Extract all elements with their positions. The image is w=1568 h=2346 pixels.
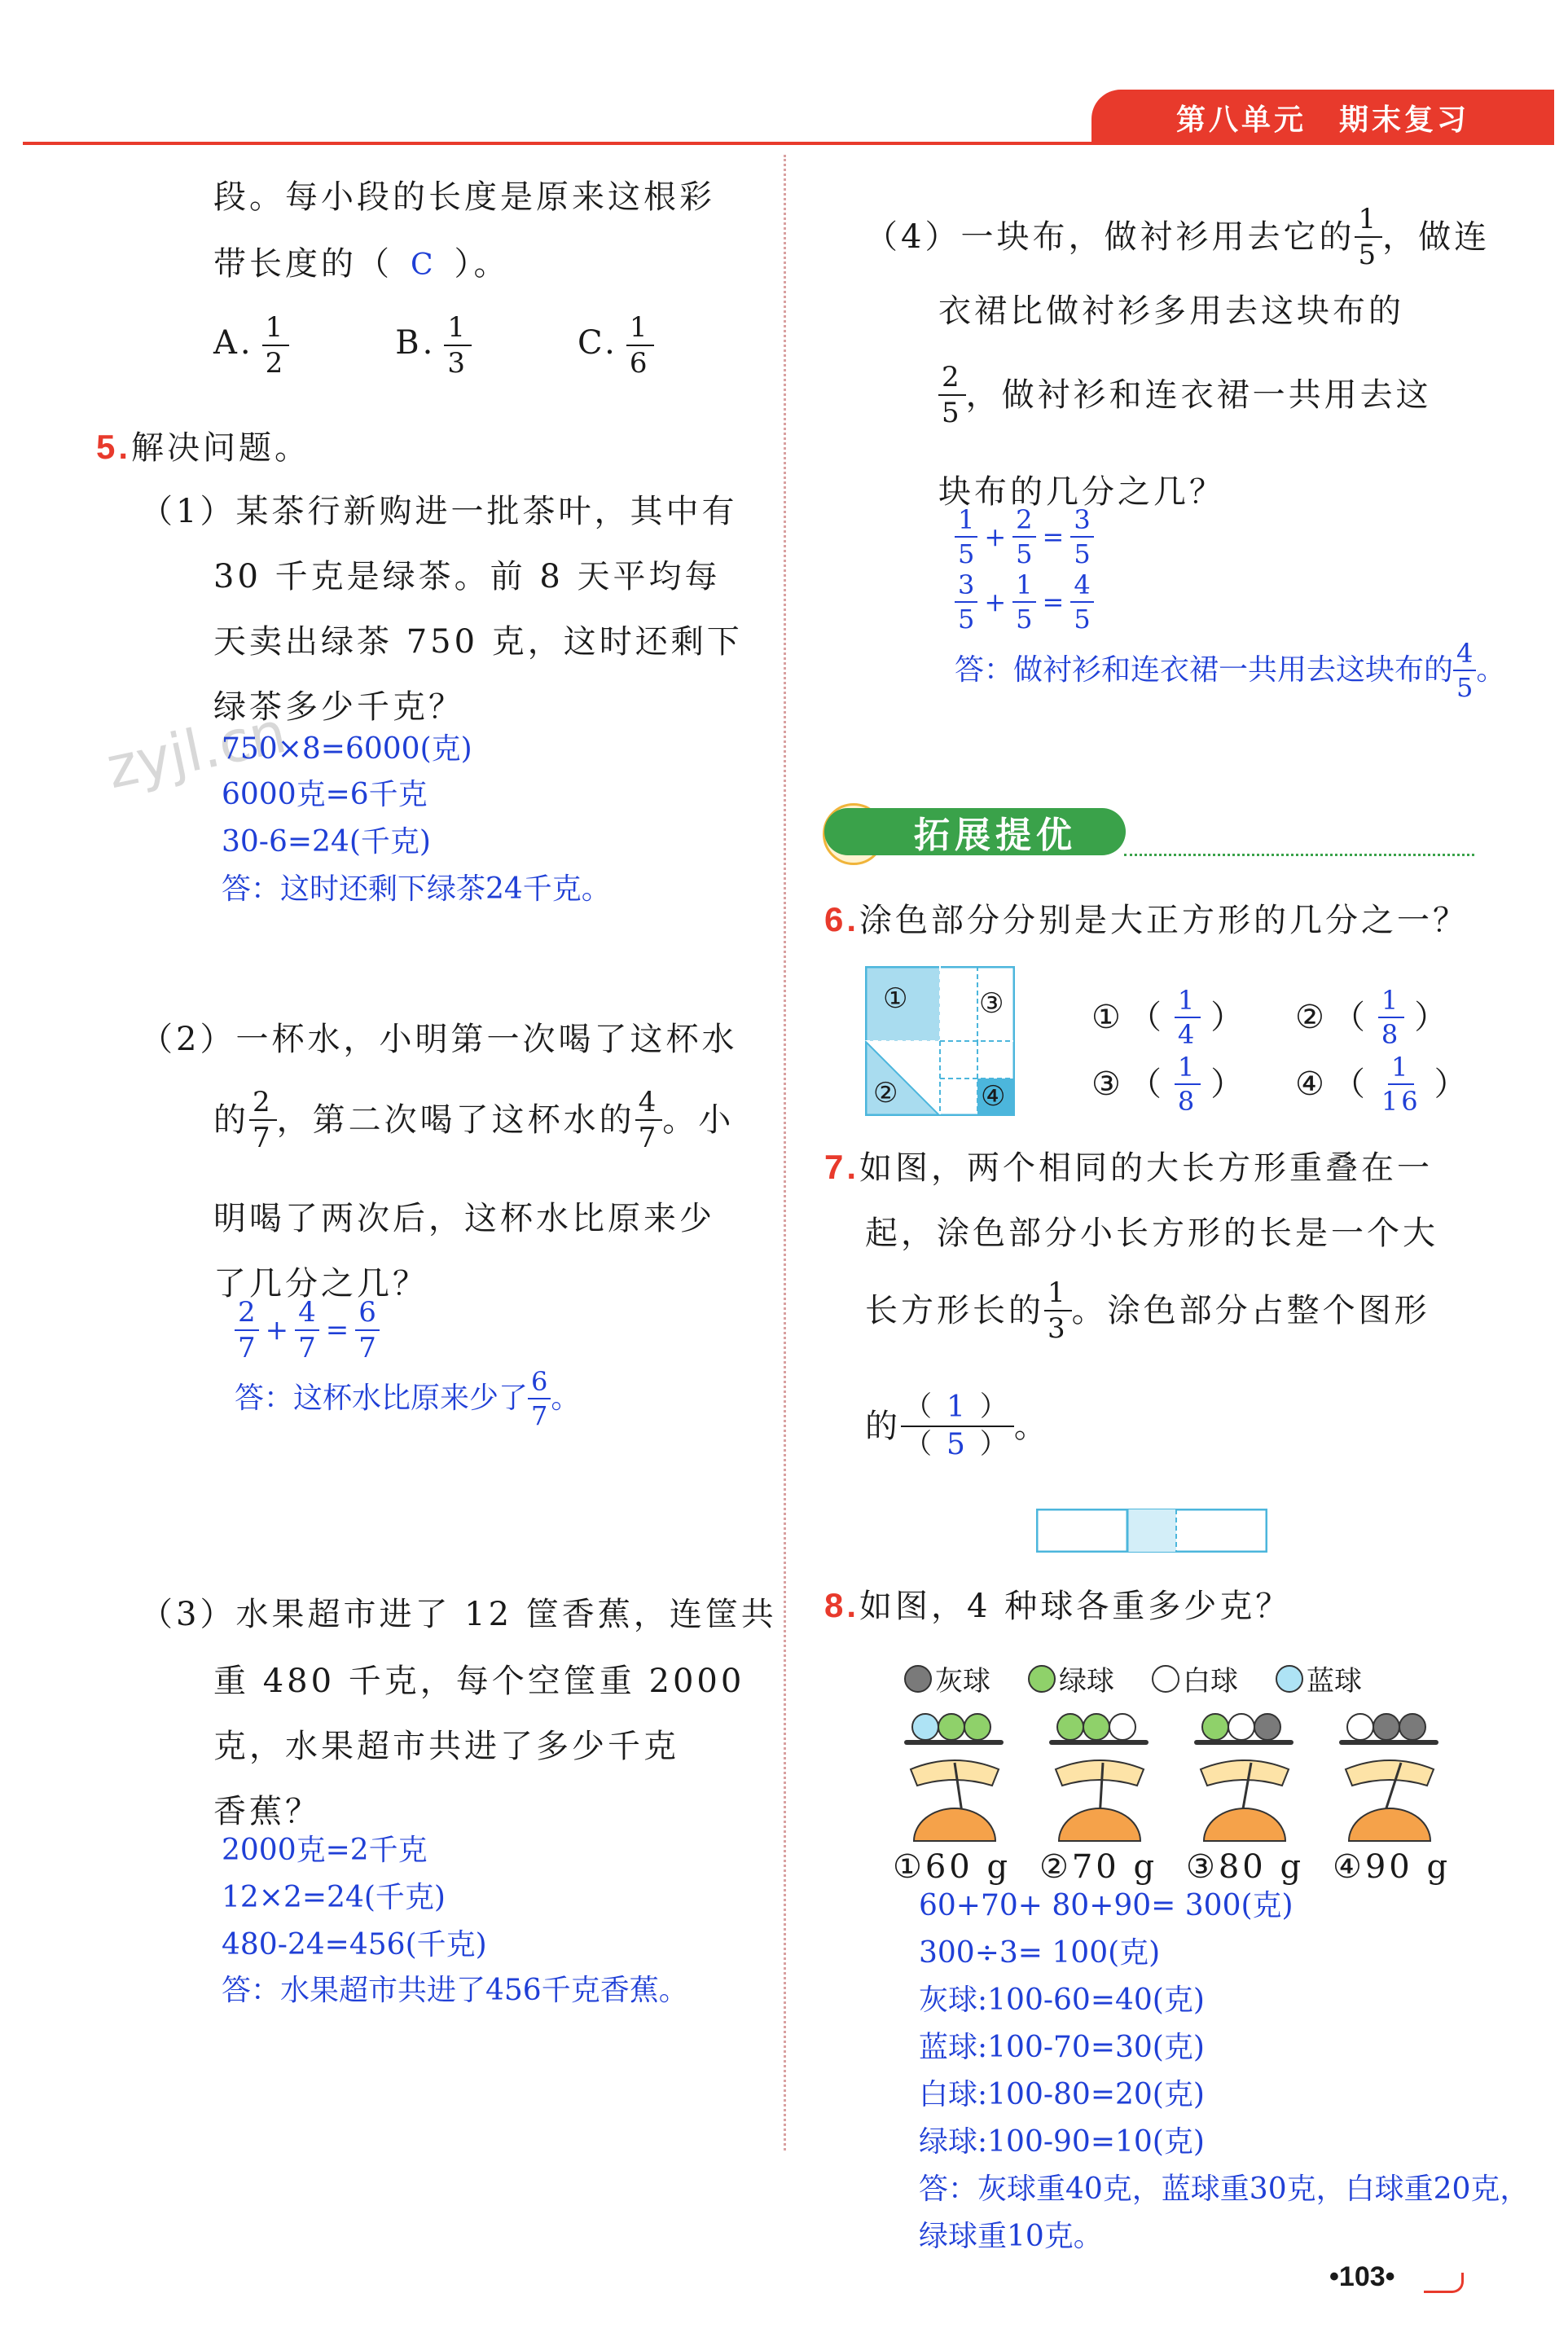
q5-4-equation-1: $\frac{1}{5}$ + $\frac{2}{5}$ = $\frac{3}{5}$ — [955, 507, 1094, 567]
q6-answer-2: ② （ $\frac{1}{8}$ ） — [1295, 985, 1451, 1050]
q7-line4: 的 （ 1 ） （ 5 ） 。 — [865, 1390, 1050, 1461]
legend-gray-ball: 灰球 — [904, 1658, 990, 1698]
q5-3-answer: 答：水果超市共进了456千克香蕉。 — [222, 1974, 688, 2007]
legend-white-ball: 白球 — [1152, 1658, 1238, 1698]
q7-line3: 长方形长的 $\frac{1}{3}$ 。涂色部分占整个图形 — [865, 1276, 1430, 1345]
q5-2-line2: 的 $\frac{2}{7}$ ，第二次喝了这杯水的 $\frac{4}{7}$ 。小 — [213, 1086, 735, 1154]
q5-4-line3: $\frac{2}{5}$ ，做衬衫和连衣裙一共用去这 — [938, 363, 1432, 427]
q8-work-3: 灰球:100-60=40(克) — [919, 1984, 1205, 2017]
unit-title: 第八单元 期末复习 — [1091, 90, 1554, 145]
option-c: C. $\frac{1}{6}$ — [578, 314, 654, 377]
q5-2-line3: 明喝了两次后，这杯水比原来少 — [213, 1200, 715, 1237]
q5-2-line4: 了几分之几？ — [213, 1265, 428, 1303]
page-number: •103• — [1329, 2261, 1395, 2292]
q5-1-line1: （1）某茶行新购进一批茶叶，其中有 — [140, 493, 738, 530]
legend-blue-ball: 蓝球 — [1276, 1658, 1362, 1698]
q8-answer-line1: 答：灰球重40克，蓝球重30克，白球重20克， — [919, 2172, 1530, 2206]
q5-3-line2: 重 480 千克，每个空筐重 2000 — [213, 1663, 745, 1700]
scale-3-reading: ③80 g — [1186, 1848, 1305, 1886]
q8-work-1: 60+70+ 80+90= 300(克) — [919, 1889, 1293, 1922]
q5-4-line4: 块布的几分之几？ — [938, 473, 1225, 511]
q4-text-line2: 带长度的（ C ）。 — [213, 245, 510, 283]
q5-1-line4: 绿茶多少千克？ — [213, 688, 464, 726]
column-divider — [784, 155, 786, 2150]
q8-work-4: 蓝球:100-70=30(克) — [919, 2031, 1205, 2064]
fig-label-2: ② — [873, 1077, 898, 1109]
scale-4-reading: ④90 g — [1333, 1848, 1452, 1886]
q8-answer-line2: 绿球重10克。 — [919, 2220, 1103, 2253]
scale-3 — [1186, 1704, 1316, 1843]
option-b: B. $\frac{1}{3}$ — [395, 314, 472, 377]
q5-4-line1: （4）一块布，做衬衫用去它的 $\frac{1}{5}$ ，做连 — [865, 203, 1491, 271]
q6-question: 6.涂色部分分别是大正方形的几分之一？ — [824, 900, 1469, 939]
q5-3-line3: 克，水果超市共进了多少千克 — [213, 1728, 679, 1765]
page-number-swoosh — [1424, 2273, 1464, 2293]
q5-1-line3: 天卖出绿茶 750 克，这时还剩下 — [213, 623, 743, 661]
q5-2-equation: $\frac{2}{7}$ + $\frac{4}{7}$ = $\frac{6}{7}$ — [235, 1298, 380, 1362]
q8-work-6: 绿球:100-90=10(克) — [919, 2125, 1205, 2159]
q5-3-line4: 香蕉？ — [213, 1793, 321, 1830]
q6-square-figure — [865, 966, 1015, 1116]
q5-3-work-1: 2000克=2千克 — [222, 1834, 428, 1867]
q8-legend — [904, 1658, 1362, 1698]
scale-1 — [896, 1704, 1026, 1843]
option-a: A. $\frac{1}{2}$ — [213, 314, 289, 377]
q8-question: 8.如图，4 种球各重多少克？ — [824, 1586, 1292, 1625]
gray-ball-icon — [904, 1665, 932, 1693]
white-ball-icon — [1152, 1665, 1179, 1693]
q5-4-answer: 答：做衬衫和连衣裙一共用去这块布的 $\frac{4}{5}$ 。 — [955, 638, 1506, 703]
scale-2 — [1041, 1704, 1171, 1843]
scale-4 — [1331, 1704, 1461, 1843]
q4-options — [213, 311, 654, 380]
q8-work-2: 300÷3= 100(克) — [919, 1936, 1161, 1970]
q5-4-equation-2: $\frac{3}{5}$ + $\frac{1}{5}$ = $\frac{4}{5}$ — [955, 572, 1094, 632]
q4-text-line1: 段。每小段的长度是原来这根彩 — [213, 178, 715, 216]
q5-1-answer: 答：这时还剩下绿茶24千克。 — [222, 872, 611, 906]
scale-1-reading: ①60 g — [893, 1848, 1012, 1886]
scale-2-reading: ②70 g — [1039, 1848, 1158, 1886]
section-title: 拓展提优 — [824, 808, 1126, 855]
q6-answer-3: ③ （ $\frac{1}{8}$ ） — [1091, 1052, 1247, 1117]
watermark: zyjl.cn — [100, 698, 292, 802]
q5-1-line2: 30 千克是绿茶。前 8 天平均每 — [213, 558, 721, 595]
q5-1-work-1: 750×8=6000(克) — [222, 732, 472, 766]
q5-3-work-3: 480-24=456(千克) — [222, 1928, 487, 1962]
blue-ball-icon — [1276, 1665, 1303, 1693]
fig-label-3: ③ — [979, 987, 1004, 1020]
legend-green-ball: 绿球 — [1028, 1658, 1114, 1698]
q6-answer-4: ④ （ $\frac{1}{16}$ ） — [1295, 1052, 1470, 1117]
q8-work-5: 白球:100-80=20(克) — [919, 2078, 1205, 2111]
q7-line1: 7.如图，两个相同的大长方形重叠在一 — [824, 1148, 1434, 1187]
q4-answer: C — [411, 248, 437, 282]
q5-3-line1: （3）水果超市进了 12 筐香蕉，连筐共 — [140, 1596, 777, 1633]
q5-heading: 5.解决问题。 — [96, 428, 311, 467]
q5-2-answer: 答：这杯水比原来少了 $\frac{6}{7}$ 。 — [235, 1366, 581, 1431]
green-ball-icon — [1028, 1665, 1056, 1693]
q5-2-line1: （2）一杯水，小明第一次喝了这杯水 — [140, 1021, 738, 1058]
q7-line2: 起，涂色部分小长方形的长是一个大 — [865, 1215, 1438, 1252]
q7-answer-num: 1 — [947, 1390, 968, 1424]
fig-label-1: ① — [883, 982, 908, 1015]
q5-3-work-2: 12×2=24(千克) — [222, 1881, 446, 1914]
fig-label-4: ④ — [981, 1080, 1006, 1113]
section-rule — [1124, 854, 1474, 856]
q5-4-line2: 衣裙比做衬衫多用去这块布的 — [938, 292, 1404, 330]
q7-answer-den: 5 — [947, 1428, 968, 1461]
q6-answer-1: ① （ $\frac{1}{4}$ ） — [1091, 985, 1247, 1050]
q7-rectangle-figure — [1036, 1509, 1267, 1553]
q5-1-work-2: 6000克=6千克 — [222, 778, 428, 811]
q5-1-work-3: 30-6=24(千克) — [222, 825, 431, 859]
